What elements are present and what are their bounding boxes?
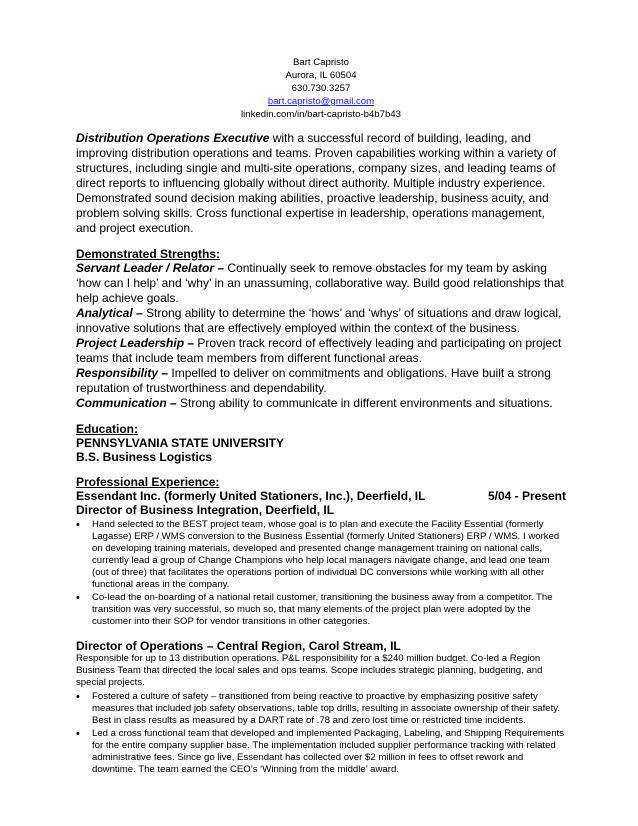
strength-item xyxy=(76,396,566,411)
strength-label: Servant Leader / Relator – xyxy=(76,261,225,275)
strength-item xyxy=(76,306,566,336)
employment-dates: 5/04 - Present xyxy=(487,489,566,503)
bullet-item: • Led a cross functional team that developed and implemented Packaging, Labeling, and Shipping Requirements for the entire company supplier base. The implementation included supplier performance tracking with related administrative fees. Since go live, Essendant has collected over $2 million in fees to offset rework and downtime. The team earned the CEO’s ‘Winning from the middle’ award. xyxy=(92,728,566,776)
strength-label: Responsibility – xyxy=(76,366,169,380)
strength-text: Proven track record of effectively leading and participating on project teams that include team members from different functional areas. xyxy=(76,336,562,365)
strength-text: Strong ability to determine the ‘hows’ and ‘whys’ of situations and draw logical, innovative solutions that are effectively employed within the context of the business. xyxy=(76,306,562,335)
role-intro: Responsible for up to 13 distribution operations. P&L responsibility for a $240 million budget. Co-led a Region Business Team that directed the local sales and ops teams. Scope includes strategic planning, budgeting, and special projects. xyxy=(76,653,543,688)
role-bullets xyxy=(76,691,566,776)
summary-paragraph xyxy=(76,131,566,236)
strength-label: Analytical – xyxy=(76,306,143,320)
role-title: Director of Business Integration, Deerfield, IL xyxy=(76,503,335,517)
strength-text: Strong ability to communicate in different environments and situations. xyxy=(176,396,553,410)
email-link[interactable]: bart.capristo@gmail.com xyxy=(267,96,375,107)
strength-item xyxy=(76,366,566,396)
strength-text: Continually seek to remove obstacles for my team by asking ‘how can I help’ and ‘why’ in an unassuming, collaborative way. Build good relationships that help achieve goals. xyxy=(76,261,564,305)
strength-item xyxy=(76,261,566,306)
experience-heading: Professional Experience: xyxy=(76,475,220,489)
role-bullets xyxy=(76,519,566,628)
bullet-item: • Co-lead the on-boarding of a national retail customer, transitioning the business away from a competitor. The transition was very successful, so much so, that many elements of the project plan were adopted by the customer into their SOP for vendor transitions in other categories. xyxy=(92,592,566,628)
strengths-heading: Demonstrated Strengths: xyxy=(76,247,221,261)
linkedin-url: linkedin.com/in/bart-capristo-b4b7b43 xyxy=(241,109,401,120)
education-degree: B.S. Business Logistics xyxy=(76,450,213,464)
candidate-name: Bart Capristo xyxy=(293,57,349,68)
employer-name: Essendant Inc. (formerly United Stationers, Inc.), Deerfield, IL xyxy=(76,489,426,503)
strength-text: Impelled to deliver on commitments and obligations. Have built a strong reputation of trustworthiness and dependability. xyxy=(76,366,551,395)
resume-page xyxy=(76,0,566,777)
bullet-item: • Fostered a culture of safety – transitioned from being reactive to proactive by emphasizing positive safety measures that included job safety observations, table top drills, resulting in associate ownership of their safety. Best in class results as measured by a DART rate of .78 and zero lost time or restricted time incidents. xyxy=(92,691,566,727)
summary-text: with a successful record of building, leading, and improving distribution operations and teams. Proven capabilities working within a variety of structures, including single and multi-site operations, company sizes, and leading teams of direct reports to influencing globally without direct authority. Multiple industry experience. Demonstrated sound decision making abilities, proactive leadership, business acuity, and problem solving skills. Cross functional expertise in leadership, operations management, and project execution. xyxy=(76,131,557,235)
education-school: PENNSYLVANIA STATE UNIVERSITY xyxy=(76,436,285,450)
strength-item xyxy=(76,336,566,366)
strengths-list xyxy=(76,261,566,411)
candidate-city: Aurora, IL 60504 xyxy=(285,70,357,81)
strength-label: Project Leadership – xyxy=(76,336,195,350)
employer-row xyxy=(76,489,566,503)
summary-title: Distribution Operations Executive xyxy=(76,131,270,145)
candidate-phone: 630.730.3257 xyxy=(291,83,351,94)
education-heading: Education: xyxy=(76,422,138,436)
contact-header xyxy=(76,56,566,121)
strength-label: Communication – xyxy=(76,396,177,410)
bullet-item: • Hand selected to the BEST project team, whose goal is to plan and execute the Facility Essential (formerly Lagasse) ERP / WMS conversion to the Business Essential (formerly United Stationers) ERP / WMS. I worked on developing training materials, developed and presented change management training on national calls, currently lead a group of Change Champions who help local managers navigate change, and lead one team (out of three) that facilitates the operations portion of individual DC conversions while working with all other functional areas in the company. xyxy=(92,519,566,591)
role-title: Director of Operations – Central Region, Carol Stream, IL xyxy=(76,639,401,653)
